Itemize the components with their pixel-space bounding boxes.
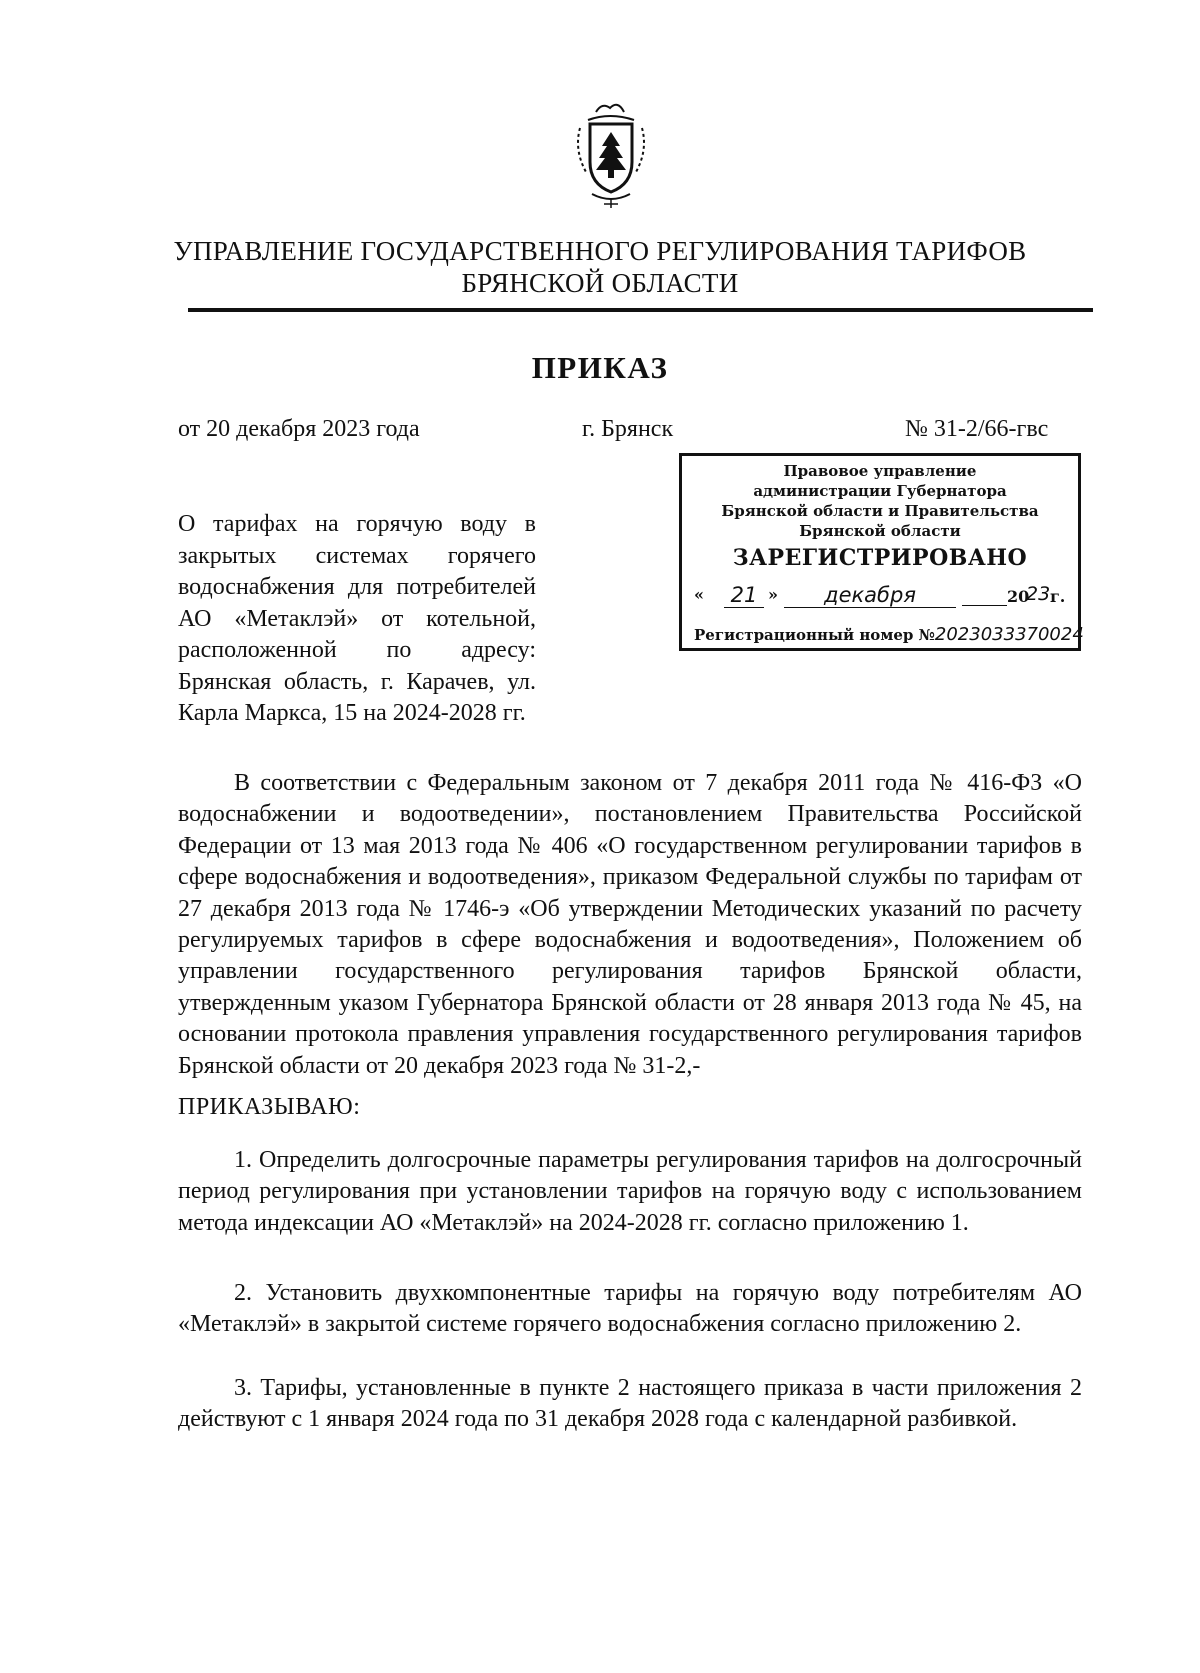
registration-stamp bbox=[679, 453, 1084, 651]
stamp-open-quote: « bbox=[694, 585, 704, 604]
document-number: № 31-2/66-гвс bbox=[905, 416, 1049, 442]
document-date: от 20 декабря 2023 года bbox=[178, 416, 420, 442]
order-item-3: 3. Тарифы, установленные в пункте 2 настоящего приказа в части приложения 2 действуют с 1 января 2024 года по 31 декабря 2028 года с календарной разбивкой. bbox=[178, 1375, 1082, 1433]
stamp-year-prefix: 20 bbox=[1007, 587, 1030, 606]
stamp-line4: Брянской области bbox=[799, 522, 961, 540]
stamp-reg-number: 2023033370024 bbox=[934, 624, 1084, 645]
organization-name-line2: БРЯНСКОЙ ОБЛАСТИ bbox=[461, 268, 739, 298]
stamp-registered: ЗАРЕГИСТРИРОВАНО bbox=[732, 545, 1028, 571]
document-title: ПРИКАЗ bbox=[531, 350, 669, 385]
stamp-year-blank bbox=[962, 587, 1007, 606]
coat-of-arms-icon bbox=[566, 100, 656, 210]
stamp-month: декабря bbox=[784, 583, 956, 608]
stamp-close-quote: » bbox=[768, 585, 778, 604]
stamp-line1: Правовое управление bbox=[783, 462, 977, 480]
stamp-date bbox=[694, 583, 1069, 609]
organization-name-line1: УПРАВЛЕНИЕ ГОСУДАРСТВЕННОГО РЕГУЛИРОВАНИЯ ТАРИФОВ bbox=[173, 236, 1027, 266]
stamp-line3: Брянской области и Правительства bbox=[721, 502, 1039, 520]
stamp-year-unit: г. bbox=[1050, 587, 1066, 606]
stamp-day: 21 bbox=[724, 583, 764, 608]
header-divider bbox=[188, 308, 1093, 312]
document-subject: О тарифах на горячую воду в закрытых системах горячего водоснабжения для потребителей АО «Метаклэй» от котельной, расположенной по адресу: Брянская область, г. Карачев, ул. Карла Маркса, 15 на 2024-2028 гг. bbox=[178, 511, 536, 726]
preamble-paragraph: В соответствии с Федеральным законом от 7 декабря 2011 года № 416-ФЗ «О водоснабжении и водоотведении», постановлением Правительства Российской Федерации от 13 мая 2013 года № 406 «О государственном регулировании тарифов в сфере водоснабжения и водоотведения», приказом Федеральной службы по тарифам от 27 декабря 2013 года № 1746-э «Об утверждении Методических указаний по расчету регулируемых тарифов в сфере водоснабжения и водоотведения», Положением об управлении государственного регулирования тарифов Брянской области, утвержденным указом Губернатора Брянской области от 28 января 2013 года № 45, на основании протокола правления управления государственного регулирования тарифов Брянской области от 20 декабря 2023 года № 31-2,- bbox=[178, 770, 1082, 1079]
stamp-reg-number-row bbox=[694, 624, 1084, 645]
document-city: г. Брянск bbox=[582, 416, 674, 442]
stamp-line2: администрации Губернатора bbox=[753, 482, 1007, 500]
order-item-2: 2. Установить двухкомпонентные тарифы на горячую воду потребителям АО «Метаклэй» в закрытой системе горячего водоснабжения согласно приложению 2. bbox=[178, 1280, 1082, 1338]
stamp-reg-label: Регистрационный номер № bbox=[694, 626, 935, 644]
order-item-1: 1. Определить долгосрочные параметры регулирования тарифов на долгосрочный период регулирования при установлении тарифов на горячую воду с использованием метода индексации АО «Метаклэй» на 2024-2028 гг. согласно приложению 1. bbox=[178, 1147, 1082, 1236]
order-word: ПРИКАЗЫВАЮ: bbox=[178, 1094, 361, 1120]
stamp-year-suffix: 23 bbox=[1026, 583, 1051, 605]
